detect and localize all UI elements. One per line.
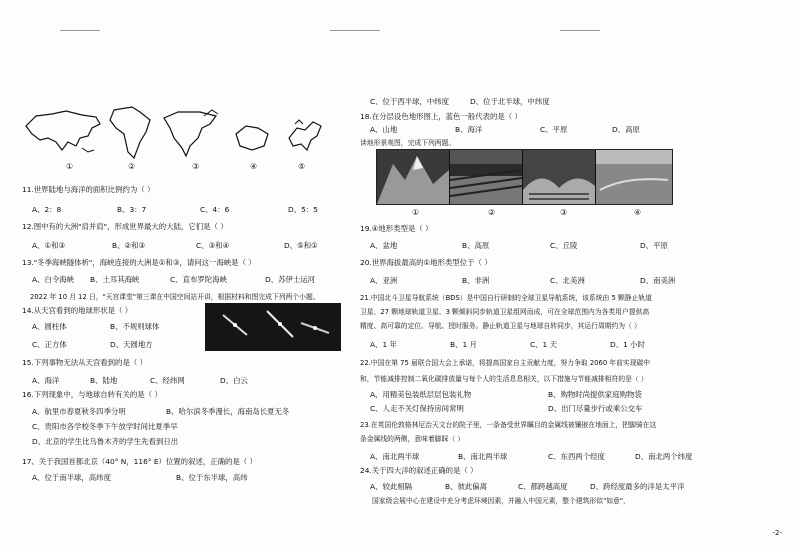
continent-asia-outline: [22, 108, 102, 156]
question-23-line-1: 23.在英国伦敦格林尼治天文台的院子里，一条备受世界瞩目的金属线被镶嵌在地面上，把脚骑在这: [360, 421, 657, 429]
q20-option-a: A、亚洲: [370, 276, 398, 285]
q15-option-a: A、海洋: [32, 376, 60, 385]
q24-option-d: D、跨经度最多的洋是太平洋: [590, 482, 685, 491]
q22-option-d: D、出门尽量步行或乘公交车: [548, 404, 643, 413]
q15-option-c: C、经纬网: [150, 376, 185, 385]
q19-option-a: A、盆地: [370, 241, 398, 250]
q24-option-a: A、较此相隔: [370, 482, 413, 491]
question-11-stem: 11.世界陆地与海洋的面积比例约为（ ）: [22, 185, 155, 194]
q24-option-b: B、彼此偏离: [445, 482, 488, 491]
map-label-3: ③: [192, 162, 200, 171]
q17-option-c: C、位于西半球，中纬度: [370, 97, 450, 106]
q12-option-b: B、②和③: [112, 241, 146, 250]
question-16-stem: 16.下列现象中，与地球自转有关的是（ ）: [22, 390, 162, 399]
q21-option-a: A、1 年: [370, 340, 397, 349]
question-21-line-2: 卫星、27 颗地球轨道卫星、3 颗倾斜同步轨道卫星组网而成，可在全球范围内为各类用户提供高: [360, 308, 650, 316]
question-12-stem: 12.图中有的大洲"肩并肩"，形成世界最大的大陆，它们是（ ）: [22, 222, 228, 231]
question-22-line-1: 22.中国在第 75 届联合国大会上承诺，将提高国家自主贡献力度，努力争取 2060 年前实现碳中: [360, 359, 651, 367]
q21-option-b: B、1 月: [450, 340, 477, 349]
continent-antarctica-outline: [232, 120, 272, 154]
q22-option-c: C、人走不关灯保持房间常明: [370, 404, 464, 413]
top-mark: [60, 30, 100, 31]
q18-option-d: D、高原: [612, 125, 640, 134]
q20-option-b: B、非洲: [462, 276, 490, 285]
q11-option-d: D、5：5: [288, 205, 318, 214]
q23-option-a: A、南北两半球: [370, 452, 420, 461]
strip-label-2: ②: [488, 208, 496, 217]
question-21-line-1: 21.中国北斗卫星导航系统（BDS）是中国自行研制的全球卫星导航系统，该系统由 5 颗静止轨道: [360, 294, 652, 302]
strip-label-4: ④: [634, 208, 642, 217]
question-20-stem: 20.世界海拔最高的①地形类型位于（ ）: [360, 258, 492, 267]
q12-option-c: C、③和④: [196, 241, 230, 250]
q12-option-d: D、⑤和①: [284, 241, 318, 250]
continent-europe-outline: [283, 116, 327, 156]
passage-intro-2: 读地形景观图，完成下列两题。: [360, 139, 456, 147]
q20-option-d: D、南美洲: [640, 276, 676, 285]
q13-option-d: D、苏伊士运河: [265, 275, 316, 284]
passage-tail: 国家级会展中心在建设中充分考虑环境因素，并融入中国元素，整个建筑形似"如意"，: [372, 497, 630, 505]
question-21-line-3: 精度、高可靠的定位、导航、授时服务。静止轨道卫星与地球自转同步，其运行周期约为（ ）: [360, 322, 641, 330]
q17-option-b: B、位于东半球，高纬: [176, 473, 248, 482]
q16-option-a: A、航里市春夏秋冬四季分明: [32, 407, 126, 416]
q11-option-c: C、4：6: [200, 205, 230, 214]
q12-option-a: A、①和③: [32, 241, 66, 250]
q14-option-b: B、不规则球体: [110, 322, 160, 331]
q22-option-a: A、用精美包装纸层层包装礼物: [370, 390, 472, 399]
q23-option-c: C、东西两个经度: [548, 452, 605, 461]
map-label-1: ①: [66, 162, 74, 171]
continent-north-america-outline: [160, 108, 224, 160]
map-label-2: ②: [128, 162, 136, 171]
page-number: -2-: [772, 529, 782, 537]
q11-option-a: A、2：8: [32, 205, 62, 214]
q17-option-d: D、位于北半球，中纬度: [470, 97, 550, 106]
q18-option-a: A、山地: [370, 125, 398, 134]
landform-photo-hills: [523, 150, 596, 204]
q14-option-c: C、正方体: [32, 340, 67, 349]
q15-option-d: D、白云: [220, 376, 248, 385]
q13-option-c: C、直布罗陀海峡: [170, 275, 227, 284]
q19-option-d: D、平原: [640, 241, 668, 250]
q19-option-b: B、高原: [462, 241, 490, 250]
q17-option-a: A、位于南半球，高纬度: [32, 473, 111, 482]
question-18-stem: 18.在分层设色地形图上，蓝色一般代表的是（ ）: [360, 112, 522, 121]
top-mark: [560, 30, 600, 31]
q16-option-d: D、北京的学生比乌鲁木齐的学生先看到日出: [32, 437, 179, 446]
q21-option-d: D、1 小时: [610, 340, 645, 349]
question-13-stem: 13."冬季海峡隧体析"，海峡连接的大洲是①和③，请问这一海峡是（ ）: [22, 258, 256, 267]
question-17-stem: 17、关于我国首都北京（40° N，116° E）位置的叙述，正确的是（ ）: [22, 457, 257, 466]
q11-option-b: B、3：7: [117, 205, 147, 214]
top-mark: [330, 30, 380, 31]
passage-intro: 2022 年 10 月 12 日，"天宫课堂"第三课在中国空间站开讲，根据材料和图完成下列两个小题。: [30, 293, 320, 301]
landform-photo-strip: [376, 149, 673, 205]
question-14-stem: 14.从天宫看到的地球形状是（ ）: [22, 306, 133, 315]
q24-option-c: C、都跨越高度: [518, 482, 568, 491]
q23-option-b: B、南北两半球: [458, 452, 508, 461]
q23-option-d: D、南北两个纬度: [635, 452, 693, 461]
q22-option-b: B、购物时尚提供家庭购物袋: [548, 390, 642, 399]
question-15-stem: 15.下列事物无法从天宫看到的是（ ）: [22, 358, 147, 367]
strip-label-1: ①: [412, 208, 420, 217]
question-23-line-2: 条金属线的两侧，意味着脚踩（ ）: [360, 435, 465, 443]
q13-option-b: B、土耳其海峡: [90, 275, 140, 284]
q14-option-d: D、天圆地方: [110, 340, 153, 349]
question-22-line-2: 和，节能减排控制二氧化碳排放量与每个人的生活息息相关，以下措施与节能减排相符的是（ ）: [360, 375, 648, 383]
q13-option-a: A、白令海峡: [32, 275, 75, 284]
q15-option-b: B、陆地: [90, 376, 118, 385]
continent-africa-outline: [106, 104, 156, 162]
question-24-stem: 24.关于四大洋的叙述正确的是（ ）: [360, 466, 478, 475]
q19-option-c: C、丘陵: [550, 241, 578, 250]
landform-photo-plateau: [450, 150, 523, 204]
map-label-5: ⑤: [298, 162, 306, 171]
question-19-stem: 19.④地形类型是（ ）: [360, 224, 433, 233]
map-label-4: ④: [250, 162, 258, 171]
q14-option-a: A、圆柱体: [32, 322, 67, 331]
q16-option-b: B、哈尔滨冬季漫长，海南岛长夏无冬: [166, 407, 290, 416]
q16-option-c: C、贵阳市各学校冬季下午放学时间比夏季早: [32, 422, 178, 431]
space-station-photo: [205, 303, 341, 351]
landform-photo-mountain: [377, 150, 450, 204]
q18-option-c: C、平原: [540, 125, 568, 134]
q18-option-b: B、海洋: [455, 125, 483, 134]
strip-label-3: ③: [560, 208, 568, 217]
landform-photo-plain: [596, 150, 672, 204]
q20-option-c: C、北美洲: [550, 276, 585, 285]
q21-option-c: C、1 天: [530, 340, 557, 349]
